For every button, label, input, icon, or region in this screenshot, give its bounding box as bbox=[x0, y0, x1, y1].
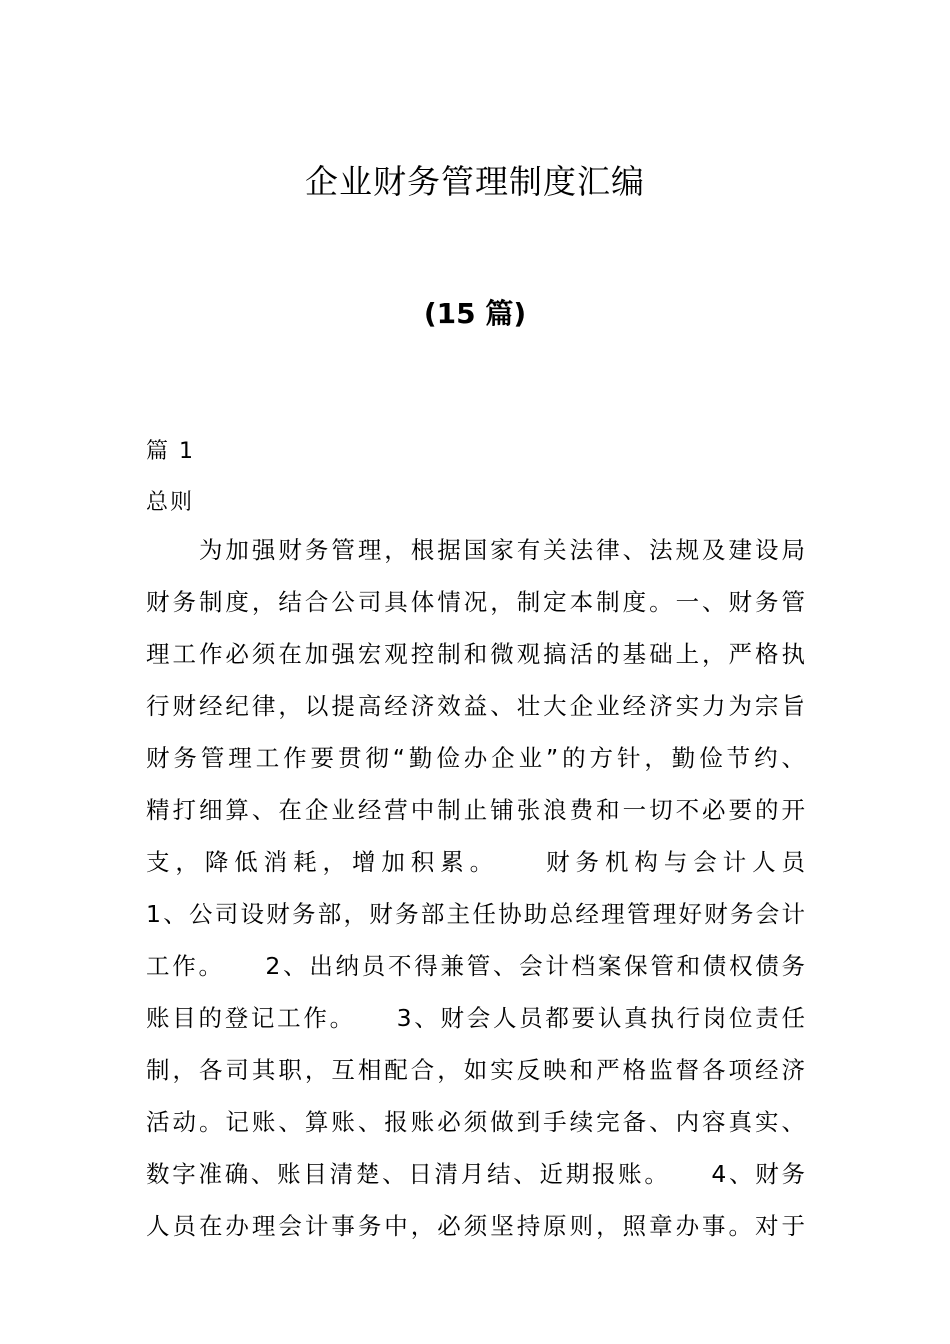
body-line: 支，降低消耗，增加积累。 财务机构与会计人员 bbox=[146, 848, 805, 876]
document-subtitle: (15 篇) bbox=[423, 297, 527, 330]
body-line: 为加强财务管理，根据国家有关法律、法规及建设局 bbox=[146, 536, 805, 564]
body-text bbox=[146, 530, 805, 1258]
section-heading: 总则 bbox=[146, 490, 195, 515]
body-line: 人员在办理会计事务中，必须坚持原则，照章办事。对于 bbox=[146, 1212, 805, 1240]
body-line: 账目的登记工作。 3、财会人员都要认真执行岗位责任 bbox=[146, 1004, 805, 1032]
body-line: 理工作必须在加强宏观控制和微观搞活的基础上，严格执 bbox=[146, 640, 805, 668]
body-line: 活动。记账、算账、报账必须做到手续完备、内容真实、 bbox=[146, 1108, 805, 1136]
body-line: 工作。 2、出纳员不得兼管、会计档案保管和债权债务 bbox=[146, 952, 805, 980]
body-line: 行财经纪律，以提高经济效益、壮大企业经济实力为宗旨 bbox=[146, 692, 805, 720]
body-line: 1、公司设财务部，财务部主任协助总经理管理好财务会计 bbox=[146, 900, 805, 928]
body-line: 精打细算、在企业经营中制止铺张浪费和一切不必要的开 bbox=[146, 796, 805, 824]
document-title: 企业财务管理制度汇编 bbox=[305, 162, 645, 201]
body-line: 财务制度，结合公司具体情况，制定本制度。一、财务管 bbox=[146, 588, 805, 616]
section-label: 篇 1 bbox=[146, 439, 195, 464]
body-line: 数字准确、账目清楚、日清月结、近期报账。 4、财务 bbox=[146, 1160, 805, 1188]
body-line: 财务管理工作要贯彻“勤俭办企业”的方针，勤俭节约、 bbox=[146, 744, 805, 772]
body-line: 制，各司其职，互相配合，如实反映和严格监督各项经济 bbox=[146, 1056, 805, 1084]
